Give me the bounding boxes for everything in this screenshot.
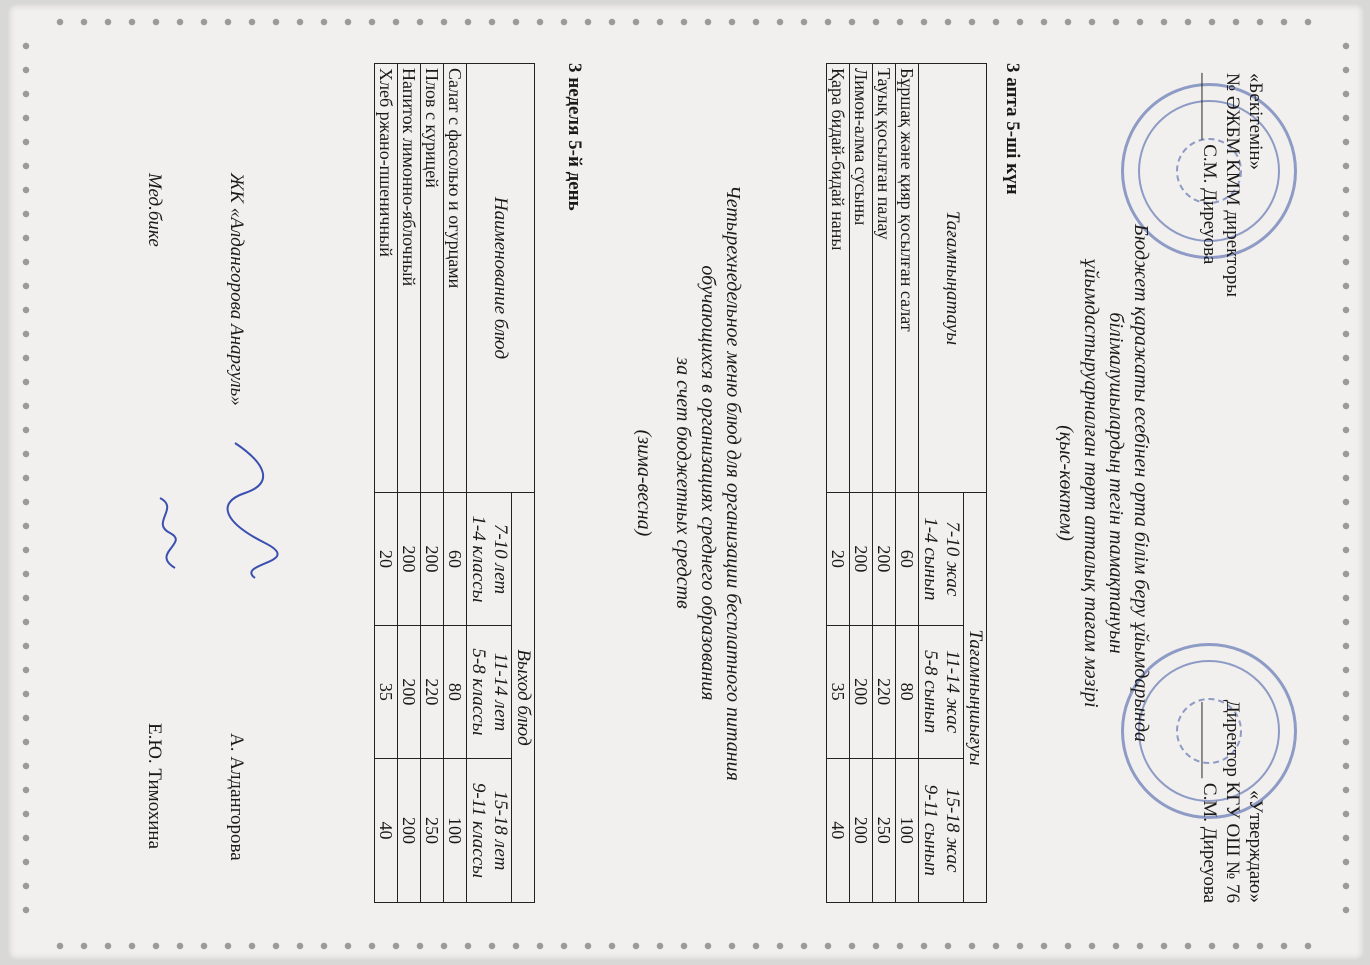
portion-value: 20 [827, 492, 850, 625]
dish-name: Бұршақ және қияр қосылған салат [896, 63, 919, 492]
binding-holes-top [48, 18, 1324, 26]
portion-value: 200 [850, 625, 873, 758]
approval-signatory: _______ С.М. Диреуова [1199, 72, 1220, 264]
table-row [873, 63, 896, 902]
portion-value: 100 [896, 758, 919, 902]
dish-name: Салат с фасолью и огурцами [444, 63, 467, 492]
supplier-signature [215, 433, 285, 583]
table-row [421, 63, 444, 902]
column-header-age: 7-10 жас 1-4 сынып [919, 492, 964, 625]
dish-name: Қара бидай-бидай наны [827, 63, 850, 492]
portion-value: 200 [850, 758, 873, 902]
portion-value: 80 [896, 625, 919, 758]
binding-holes-bottom [48, 942, 1324, 950]
menu-table-ru [374, 63, 535, 903]
binding-holes-right [1342, 34, 1350, 930]
nurse-signature [140, 493, 190, 573]
column-header-age: 11-14 лет 5-8 классы [467, 625, 512, 758]
approval-header-ru [1198, 543, 1267, 903]
title-line: Бюджет қаражаты есебінен орта білім беру ұйымдарында [1130, 223, 1152, 742]
menu-title-ru [631, 73, 745, 893]
table-row [375, 63, 398, 902]
rotated-page [65, 33, 1305, 933]
portion-value: 220 [421, 625, 444, 758]
portion-value: 80 [444, 625, 467, 758]
portion-value: 250 [421, 758, 444, 902]
approval-position: № ӘЖБМ КММ директоры [1222, 72, 1243, 297]
binding-holes-left [22, 34, 30, 930]
portion-value: 200 [398, 492, 421, 625]
dish-name: Плов с курицей [421, 63, 444, 492]
approval-position: Директор КГУ ОШ № 76 [1222, 699, 1243, 903]
title-line: обучающихся в организациях среднего образования [697, 264, 719, 701]
title-line: за счет бюджетных средств [672, 356, 694, 609]
approval-header-kz [1198, 73, 1267, 433]
dish-name: Тауық қосылған палау [873, 63, 896, 492]
title-line: Четырехнедельное меню блюд для организации бесплатного питания [722, 184, 744, 781]
column-header-age: 11-14 жас 5-8 сынып [919, 625, 964, 758]
column-header-age: 15-18 лет 9-11 классы [467, 758, 512, 902]
table-row [896, 63, 919, 902]
supplier-person: А. Алдангорова [226, 732, 247, 861]
portion-value: 35 [375, 625, 398, 758]
dish-name: Хлеб ржано-пшеничный [375, 63, 398, 492]
portion-value: 220 [873, 625, 896, 758]
portion-value: 100 [444, 758, 467, 902]
approval-caption: «Бекітемін» [1245, 72, 1266, 170]
menu-table-kz [826, 63, 987, 903]
column-header-age: 7-10 лет 1-4 классы [467, 492, 512, 625]
portion-value: 20 [375, 492, 398, 625]
portion-value: 35 [827, 625, 850, 758]
portion-value: 40 [827, 758, 850, 902]
table-row [398, 63, 421, 902]
portion-value: 200 [421, 492, 444, 625]
portion-value: 60 [444, 492, 467, 625]
menu-title-kz [1053, 73, 1153, 893]
column-header-dish: Тағамныңатауы [919, 63, 987, 492]
column-header-output: Выход блюд [512, 492, 535, 902]
table-row [444, 63, 467, 902]
column-header-dish: Наименование блюд [467, 63, 535, 492]
portion-value: 200 [850, 492, 873, 625]
portion-value: 250 [873, 758, 896, 902]
nurse-person: Е.Ю. Тимохина [144, 722, 165, 849]
day-label-ru: 3 неделя 5-й день [564, 62, 585, 211]
approval-caption: «Утверждаю» [1245, 789, 1266, 903]
column-header-output: Тағамныңшығуы [964, 492, 987, 902]
table-row [827, 63, 850, 902]
table-header-row [964, 63, 987, 902]
title-line: (қыс-көктем) [1055, 424, 1077, 541]
column-header-age: 15-18 жас 9-11 сынып [919, 758, 964, 902]
portion-value: 200 [398, 758, 421, 902]
title-line: білімалушылардың тегін тамақтануын [1105, 311, 1127, 654]
table-header-row [512, 63, 535, 902]
portion-value: 200 [398, 625, 421, 758]
nurse-label: Мед.бике [144, 172, 165, 247]
day-label-kz: 3 апта 5-ші күн [1002, 62, 1023, 195]
dish-name: Лимон-алма сусыны [850, 63, 873, 492]
portion-value: 40 [375, 758, 398, 902]
table-row [850, 63, 873, 902]
dish-name: Напиток лимонно-яблочный [398, 63, 421, 492]
supplier-label: ЖК «Алдангорова Анаргуль» [226, 172, 247, 406]
portion-value: 60 [896, 492, 919, 625]
title-line: ұйымдастыруарналған төрт апталық тағам мәзірі [1080, 257, 1102, 707]
title-line: (зима-весна) [633, 429, 655, 536]
approval-signatory: ________ С.М. Диреуова [1199, 701, 1220, 903]
portion-value: 200 [873, 492, 896, 625]
